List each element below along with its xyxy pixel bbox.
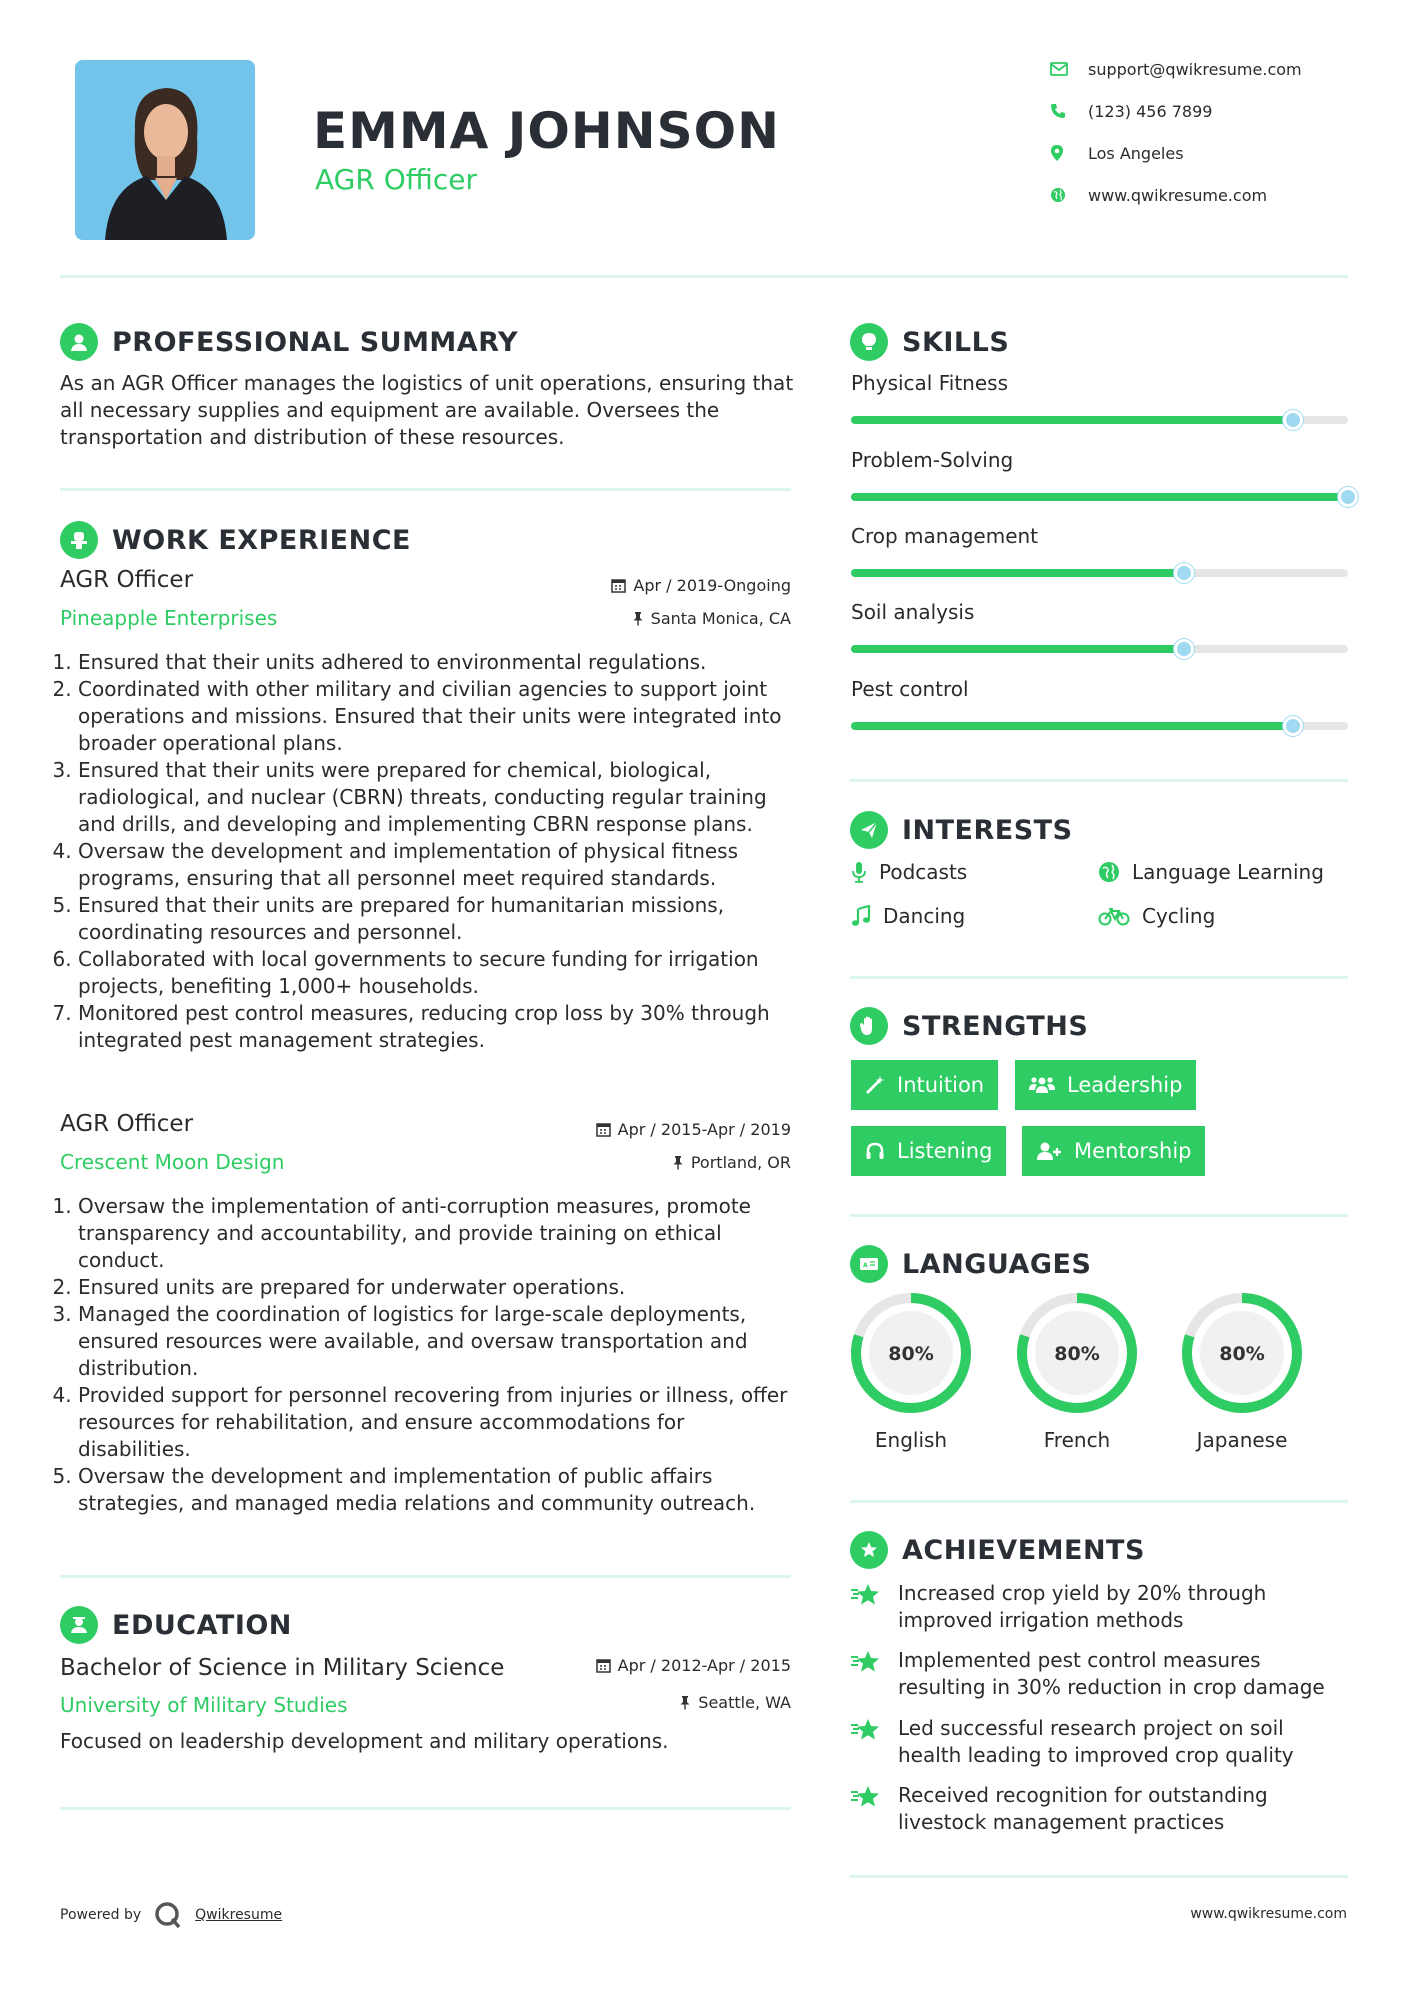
skill-bar-knob: [1283, 716, 1303, 736]
list-item: 1. Ensured that their units adhered to environmental regulations.: [78, 649, 800, 676]
map-pin-icon: [1050, 144, 1088, 162]
language-ring: [850, 1292, 972, 1414]
contact-location: [1050, 138, 1380, 168]
interest-podcasts: [851, 860, 967, 884]
education-school: University of Military Studies: [60, 1693, 348, 1717]
globe-icon: [1098, 861, 1120, 883]
skill-name: Soil analysis: [851, 600, 975, 624]
languages-divider: [850, 1500, 1348, 1503]
profile-photo: [75, 60, 255, 240]
pushpin-icon: [679, 1695, 691, 1710]
achievement-text: Increased crop yield by 20% through improved irrigation methods: [898, 1581, 1267, 1632]
job-1-duties: [60, 649, 800, 1054]
list-item: 3. Ensured that their units were prepared for chemical, biological, radiological, and nuclear (CBRN) threats, conducting regular training and drills, and developing and implementing CBRN response plans.: [78, 757, 800, 838]
language-item: [1181, 1292, 1303, 1452]
achievement-text: Implemented pest control measures resulting in 30% reduction in crop damage: [898, 1648, 1325, 1699]
phone-icon: [1050, 103, 1088, 119]
interest-language-learning: [1098, 860, 1324, 884]
contact-location-text: Los Angeles: [1088, 143, 1184, 163]
paper-plane-icon: [850, 811, 888, 849]
job-2-location-text: Portland, OR: [690, 1153, 791, 1172]
star-icon: [850, 1784, 882, 1810]
job-2-location: [540, 1153, 791, 1172]
pushpin-icon: [672, 1155, 684, 1170]
job-2-duties: [60, 1193, 800, 1517]
interest-label: Language Learning: [1132, 860, 1324, 884]
strength-intuition: [851, 1060, 998, 1110]
achievement-item: [850, 1580, 1350, 1634]
education-divider: [60, 1807, 791, 1810]
education-date-text: Apr / 2012-Apr / 2015: [617, 1656, 791, 1675]
contact-phone[interactable]: [1050, 96, 1380, 126]
job-2-date: [540, 1120, 791, 1139]
candidate-name: EMMA JOHNSON: [313, 102, 780, 160]
strength-listening: [851, 1126, 1006, 1176]
candidate-title: AGR Officer: [315, 163, 477, 196]
education-heading: [60, 1605, 292, 1645]
star-icon: [850, 1649, 882, 1675]
hand-icon: [850, 1007, 888, 1045]
language-name: French: [1043, 1428, 1111, 1452]
achievement-item: [850, 1647, 1350, 1701]
powered-by-text: Powered by: [60, 1907, 142, 1923]
globe-icon: [1050, 187, 1088, 203]
strength-mentorship: [1022, 1126, 1205, 1176]
languages-heading-text: LANGUAGES: [902, 1248, 1092, 1280]
skill-bar: [851, 569, 1348, 577]
job-1-location-text: Santa Monica, CA: [650, 609, 791, 628]
skill-bar-fill: [851, 493, 1348, 501]
ring-percent: 80%: [888, 1343, 934, 1365]
language-name: English: [874, 1428, 948, 1452]
language-item: [1016, 1292, 1138, 1452]
lightbulb-icon: [850, 323, 888, 361]
ring-percent: 80%: [1219, 1343, 1265, 1365]
skills-divider: [850, 779, 1348, 782]
experience-divider: [60, 1575, 791, 1578]
interest-label: Cycling: [1142, 904, 1216, 928]
magic-wand-icon: [865, 1075, 885, 1095]
skill-name: Physical Fitness: [851, 371, 1008, 395]
language-name: Japanese: [1196, 1428, 1288, 1452]
education-location: [540, 1693, 791, 1712]
language-ring: [1016, 1292, 1138, 1414]
achievements-divider: [850, 1875, 1348, 1878]
job-2-date-text: Apr / 2015-Apr / 2019: [617, 1120, 791, 1139]
star-icon: [850, 1717, 882, 1743]
user-icon: [60, 323, 98, 361]
experience-heading-text: WORK EXPERIENCE: [112, 524, 411, 556]
footer-powered-by: [60, 1900, 282, 1930]
skill-bar: [851, 645, 1348, 653]
music-note-icon: [851, 905, 871, 927]
list-item: 5. Ensured that their units are prepared for humanitarian missions, coordinating resources and personnel.: [78, 892, 800, 946]
job-1-company: Pineapple Enterprises: [60, 606, 278, 630]
qwikresume-link[interactable]: Qwikresume: [195, 1907, 283, 1923]
user-plus-icon: [1036, 1141, 1062, 1161]
list-item: 2. Ensured units are prepared for underwater operations.: [78, 1274, 800, 1301]
summary-text: As an AGR Officer manages the logistics of unit operations, ensuring that all necessary supplies and equipment are available. Oversees the transportation and distribution of these resources.: [60, 371, 794, 449]
strength-label: Leadership: [1067, 1073, 1183, 1097]
achievement-item: [850, 1715, 1350, 1769]
skills-heading-text: SKILLS: [902, 326, 1010, 358]
summary-heading: [60, 322, 518, 362]
experience-heading: [60, 520, 411, 560]
interest-label: Dancing: [883, 904, 966, 928]
skill-bar-knob: [1283, 410, 1303, 430]
education-heading-text: EDUCATION: [112, 1609, 292, 1641]
skill-bar-knob: [1174, 639, 1194, 659]
list-item: 2. Coordinated with other military and civilian agencies to support joint operations and missions. Ensured that their units were integrated into broader operational plans.: [78, 676, 800, 757]
skill-bar-fill: [851, 645, 1184, 653]
interest-dancing: [851, 904, 965, 928]
skill-bar-knob: [1174, 563, 1194, 583]
briefcase-icon: [60, 521, 98, 559]
strength-label: Listening: [897, 1139, 993, 1163]
calendar-icon: [596, 1122, 611, 1137]
summary-divider: [60, 488, 791, 491]
job-1-date-text: Apr / 2019-Ongoing: [633, 576, 791, 595]
contact-email[interactable]: [1050, 54, 1380, 84]
languages-heading: [850, 1244, 1091, 1284]
interests-heading-text: INTERESTS: [902, 814, 1073, 846]
language-item: [850, 1292, 972, 1452]
bicycle-icon: [1098, 906, 1130, 926]
strengths-heading: [850, 1006, 1088, 1046]
group-icon: [1029, 1075, 1055, 1095]
list-item: 5. Oversaw the development and implementation of public affairs strategies, and managed media relations and community outreach.: [78, 1463, 800, 1517]
achievements-heading: [850, 1530, 1145, 1570]
list-item: 6. Collaborated with local governments to secure funding for irrigation projects, benefiting 1,000+ households.: [78, 946, 800, 1000]
ring-percent: 80%: [1054, 1343, 1100, 1365]
job-1-location: [540, 609, 791, 628]
list-item: 1. Oversaw the implementation of anti-corruption measures, promote transparency and accountability, and provide training on ethical conduct.: [78, 1193, 800, 1274]
strengths-divider: [850, 1214, 1348, 1217]
envelope-icon: [1050, 62, 1088, 76]
achievement-item: [850, 1782, 1350, 1836]
skill-name: Crop management: [851, 524, 1039, 548]
language-ring: [1181, 1292, 1303, 1414]
job-2-company: Crescent Moon Design: [60, 1150, 285, 1174]
skill-name: Problem-Solving: [851, 448, 1014, 472]
contact-phone-text: (123) 456 7899: [1088, 101, 1213, 121]
strength-label: Mentorship: [1074, 1139, 1192, 1163]
skill-bar-knob: [1338, 487, 1358, 507]
contact-email-text: support@qwikresume.com: [1088, 59, 1302, 79]
education-location-text: Seattle, WA: [698, 1693, 791, 1712]
achievement-text: Received recognition for outstanding livestock management practices: [898, 1783, 1268, 1834]
interest-cycling: [1098, 904, 1215, 928]
skill-bar: [851, 722, 1348, 730]
trophy-star-icon: [850, 1531, 888, 1569]
skills-heading: [850, 322, 1009, 362]
calendar-icon: [611, 578, 626, 593]
education-date: [540, 1656, 791, 1675]
header-divider: [60, 275, 1348, 278]
list-item: 7. Monitored pest control measures, reducing crop loss by 30% through integrated pest management strategies.: [78, 1000, 800, 1054]
achievements-heading-text: ACHIEVEMENTS: [902, 1534, 1145, 1566]
skill-bar-fill: [851, 569, 1184, 577]
list-item: 4. Provided support for personnel recovering from injuries or illness, offer resources for rehabilitation, and ensure accommodations for disabilities.: [78, 1382, 800, 1463]
skill-bar-fill: [851, 416, 1293, 424]
skill-name: Pest control: [851, 677, 969, 701]
interests-divider: [850, 976, 1348, 979]
language-card-icon: [850, 1245, 888, 1283]
achievement-text: Led successful research project on soil health leading to improved crop quality: [898, 1716, 1294, 1767]
skill-bar: [851, 416, 1348, 424]
footer-website[interactable]: www.qwikresume.com: [1190, 1906, 1347, 1922]
strength-label: Intuition: [897, 1073, 985, 1097]
skill-bar: [851, 493, 1348, 501]
graduation-icon: [60, 1606, 98, 1644]
list-item: 3. Managed the coordination of logistics for large-scale deployments, ensured resources were available, and oversaw transportation and distribution.: [78, 1301, 800, 1382]
calendar-icon: [596, 1658, 611, 1673]
svg-text:A: A: [863, 1262, 868, 1269]
skill-bar-fill: [851, 722, 1293, 730]
job-2-title: AGR Officer: [60, 1111, 194, 1137]
interests-heading: [850, 810, 1073, 850]
contact-website[interactable]: [1050, 180, 1380, 210]
contact-website-text: www.qwikresume.com: [1088, 185, 1268, 205]
interest-label: Podcasts: [879, 860, 968, 884]
person-portrait-icon: [75, 60, 255, 240]
qwikresume-logo-icon: [153, 1900, 183, 1930]
job-1-title: AGR Officer: [60, 567, 194, 593]
education-degree: Bachelor of Science in Military Science: [60, 1655, 505, 1681]
education-description: Focused on leadership development and military operations.: [60, 1729, 669, 1753]
summary-heading-text: PROFESSIONAL SUMMARY: [112, 326, 519, 358]
headphones-icon: [865, 1141, 885, 1161]
strengths-heading-text: STRENGTHS: [902, 1010, 1089, 1042]
pushpin-icon: [632, 611, 644, 626]
strength-leadership: [1015, 1060, 1196, 1110]
star-icon: [850, 1582, 882, 1608]
microphone-icon: [851, 861, 867, 883]
job-1-date: [540, 576, 791, 595]
list-item: 4. Oversaw the development and implementation of physical fitness programs, ensuring that all personnel meet required standards.: [78, 838, 800, 892]
